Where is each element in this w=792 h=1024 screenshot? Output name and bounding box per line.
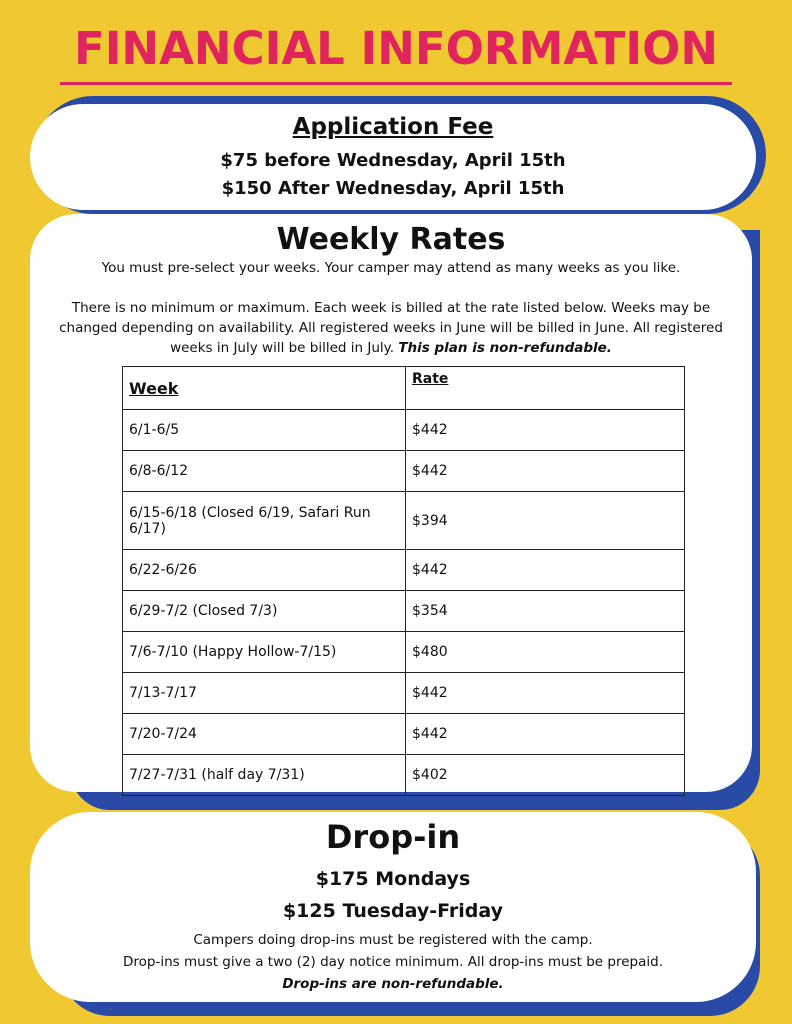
table-row (123, 550, 685, 591)
weekly-rates-title: Weekly Rates (276, 222, 506, 257)
drop-in-refund-note: Drop-ins are non-refundable. (282, 976, 504, 992)
application-fee-title: Application Fee (292, 114, 494, 140)
drop-in-title: Drop-in (325, 818, 461, 856)
week-cell: 7/20-7/24 (123, 714, 406, 755)
week-cell: 6/22-6/26 (123, 550, 406, 591)
week-cell: 7/6-7/10 (Happy Hollow-7/15) (123, 632, 406, 673)
drop-in-monday-price: $175 Mondays (315, 868, 471, 890)
week-cell: 6/15-6/18 (Closed 6/19, Safari Run 6/17) (123, 492, 406, 550)
weekly-rates-details (50, 298, 732, 358)
drop-in-notice-note: Drop-ins must give a two (2) day notice minimum. All drop-ins must be prepaid. (123, 954, 663, 970)
rate-cell: $394 (406, 492, 685, 550)
weekly-rates-details-text: There is no minimum or maximum. Each week is billed at the rate listed below. Weeks may be changed depending on availability. All registered weeks in June will be billed in June. All registered weeks in July will be billed in July. (59, 300, 723, 356)
week-cell: 6/1-6/5 (123, 410, 406, 451)
rate-cell: $442 (406, 451, 685, 492)
drop-in-registration-note: Campers doing drop-ins must be registered with the camp. (193, 932, 593, 948)
table-row (123, 755, 685, 796)
weekly-rates-table (122, 366, 685, 796)
drop-in-panel (30, 812, 756, 1002)
week-cell: 6/29-7/2 (Closed 7/3) (123, 591, 406, 632)
week-cell: 7/13-7/17 (123, 673, 406, 714)
weekly-rates-intro: You must pre-select your weeks. Your camper may attend as many weeks as you like. (101, 260, 681, 276)
page-title: FINANCIAL INFORMATION (73, 22, 719, 75)
rate-cell: $442 (406, 714, 685, 755)
application-fee-panel (30, 104, 756, 210)
rate-cell: $354 (406, 591, 685, 632)
weekly-rates-panel (30, 214, 752, 792)
table-row (123, 632, 685, 673)
application-fee-early: $75 before Wednesday, April 15th (220, 150, 566, 171)
week-cell: 7/27-7/31 (half day 7/31) (123, 755, 406, 796)
table-row (123, 673, 685, 714)
rate-cell: $480 (406, 632, 685, 673)
table-row (123, 410, 685, 451)
title-underline (60, 82, 732, 85)
rate-cell: $402 (406, 755, 685, 796)
week-cell: 6/8-6/12 (123, 451, 406, 492)
table-header-row (123, 367, 685, 410)
rate-column-header: Rate (406, 367, 685, 410)
application-fee-late: $150 After Wednesday, April 15th (221, 178, 565, 199)
table-row (123, 492, 685, 550)
drop-in-weekday-price: $125 Tuesday-Friday (282, 900, 504, 922)
table-row (123, 591, 685, 632)
table-row (123, 714, 685, 755)
rate-cell: $442 (406, 550, 685, 591)
weekly-rates-note: This plan is non-refundable. (398, 340, 612, 356)
week-column-header: Week (123, 367, 406, 410)
table-row (123, 451, 685, 492)
rate-cell: $442 (406, 410, 685, 451)
rate-cell: $442 (406, 673, 685, 714)
